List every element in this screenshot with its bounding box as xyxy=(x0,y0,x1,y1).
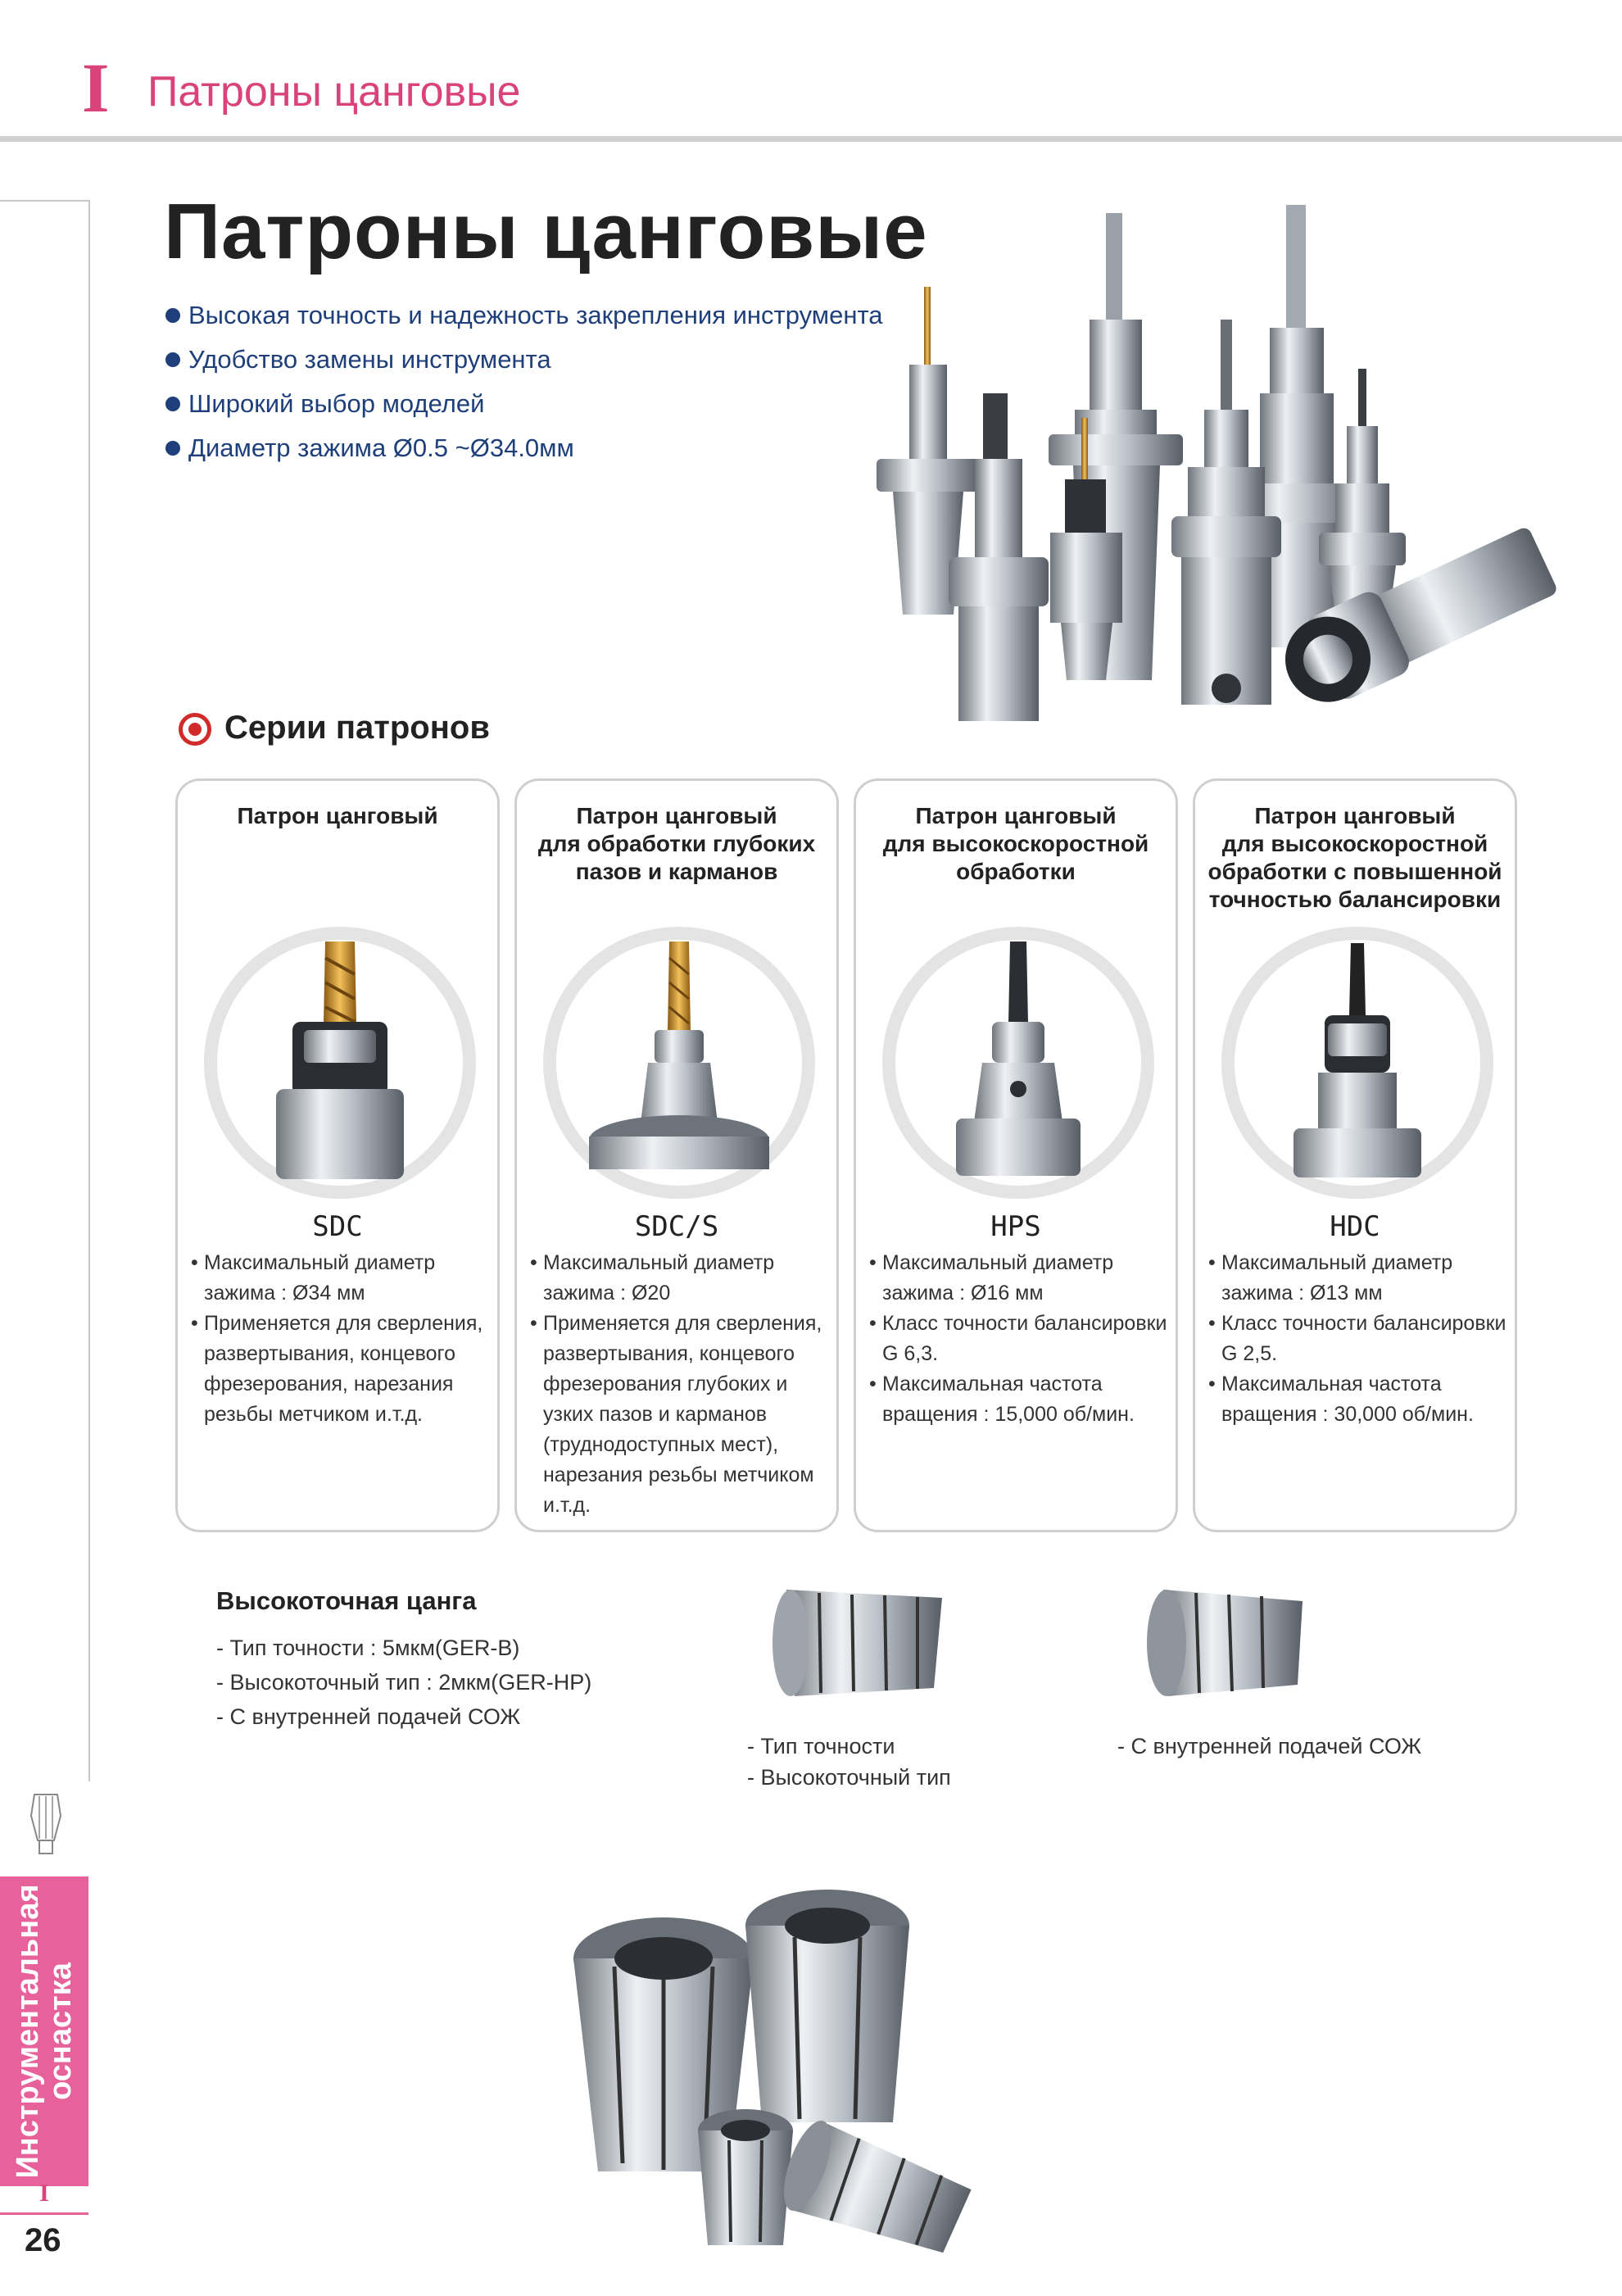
model-name: SDC xyxy=(312,1210,363,1243)
model-name: HPS xyxy=(990,1210,1041,1243)
series-card-sdc-s xyxy=(514,778,839,1532)
collet-feature: - Высокоточный тип : 2мкм(GER-HP) xyxy=(216,1670,592,1695)
card-features xyxy=(1207,1248,1506,1430)
card-feature: • Класс точности балансировки G 6,3. xyxy=(868,1309,1167,1369)
card-feature: • Максимальная частота вращения : 30,000 об/мин. xyxy=(1207,1369,1506,1430)
sdc-chuck-image xyxy=(202,925,478,1200)
caption-line: - С внутренней подачей СОЖ xyxy=(1117,1734,1422,1758)
card-feature: • Максимальный диаметр зажима : Ø16 мм xyxy=(868,1248,1167,1309)
feature-item: Удобство замены инструмента xyxy=(164,343,885,377)
card-feature: • Применяется для сверления, развертывания, концевого фрезерования глубоких и узких пазов и карманов (труднодоступных мест), нарезания резьбы метчиком и.т.д. xyxy=(528,1309,828,1521)
collet-outline-icon xyxy=(28,1791,64,1857)
side-frame-vertical xyxy=(88,200,90,1781)
card-features xyxy=(189,1248,489,1430)
tab-underline xyxy=(0,2212,88,2215)
series-card-hps xyxy=(854,778,1178,1532)
sdc-s-chuck-image xyxy=(541,925,817,1200)
series-card-hdc xyxy=(1193,778,1517,1532)
card-feature: • Максимальная частота вращения : 15,000 об/мин. xyxy=(868,1369,1167,1430)
collet-feature: - Тип точности : 5мкм(GER-B) xyxy=(216,1636,520,1660)
card-title: Патрон цанговый для высокоскоростной обработки с повышенной точностью балансировки xyxy=(1207,803,1502,912)
precision-collet-image xyxy=(762,1573,967,1713)
chapter-roman: I xyxy=(82,48,110,127)
coolant-collet-image xyxy=(1130,1573,1327,1713)
card-title: Патрон цанговый для обработки глубоких пазов и карманов xyxy=(537,803,816,884)
collet-title: Высокоточная цанга xyxy=(216,1586,477,1615)
series-heading-text: Серии патронов xyxy=(224,710,490,746)
header-title: Патроны цанговые xyxy=(147,68,521,116)
tool-holders-photo xyxy=(860,188,1556,754)
card-feature: • Применяется для сверления, развертывания, концевого фрезерования, нарезания резьбы метчиком и.т.д. xyxy=(189,1309,489,1430)
card-features xyxy=(868,1248,1167,1430)
card-feature: • Максимальный диаметр зажима : Ø34 мм xyxy=(189,1248,489,1309)
caption-line: - Тип точности xyxy=(747,1734,895,1758)
side-frame-top xyxy=(0,200,90,202)
page-number: 26 xyxy=(25,2222,61,2258)
feature-item: Высокая точность и надежность закрепления инструмента xyxy=(164,298,885,333)
model-name: SDC/S xyxy=(634,1210,719,1243)
feature-item: Диаметр зажима Ø0.5 ~Ø34.0мм xyxy=(164,431,885,465)
page-header xyxy=(0,0,1622,147)
collet-features xyxy=(216,1631,591,1734)
card-feature: • Класс точности балансировки G 2,5. xyxy=(1207,1309,1506,1369)
section-tab xyxy=(0,1876,88,2186)
section-tab-label: Инструментальная оснастка xyxy=(11,1884,78,2179)
card-feature: • Максимальный диаметр зажима : Ø13 мм xyxy=(1207,1248,1506,1309)
collet-feature: - С внутренней подачей СОЖ xyxy=(216,1704,521,1729)
caption-line: - Высокоточный тип xyxy=(747,1765,951,1790)
card-title: Патрон цанговый xyxy=(237,803,438,828)
model-name: HDC xyxy=(1330,1210,1380,1243)
feature-item: Широкий выбор моделей xyxy=(164,387,885,421)
feature-list xyxy=(164,298,885,475)
series-card-sdc xyxy=(175,778,500,1532)
card-features xyxy=(528,1248,828,1521)
card-feature: • Максимальный диаметр зажима : Ø20 xyxy=(528,1248,828,1309)
hdc-chuck-image xyxy=(1220,925,1495,1200)
header-rule xyxy=(0,136,1622,142)
collet-caption-1 xyxy=(747,1731,951,1793)
collets-group-photo xyxy=(557,1876,1016,2270)
card-title: Патрон цанговый для высокоскоростной обработки xyxy=(882,803,1149,884)
collet-caption-2 xyxy=(1117,1731,1421,1762)
target-icon xyxy=(179,713,211,746)
page-title: Патроны цанговые xyxy=(164,188,928,275)
tab-roman: I xyxy=(39,2180,49,2207)
hps-chuck-image xyxy=(881,925,1156,1200)
